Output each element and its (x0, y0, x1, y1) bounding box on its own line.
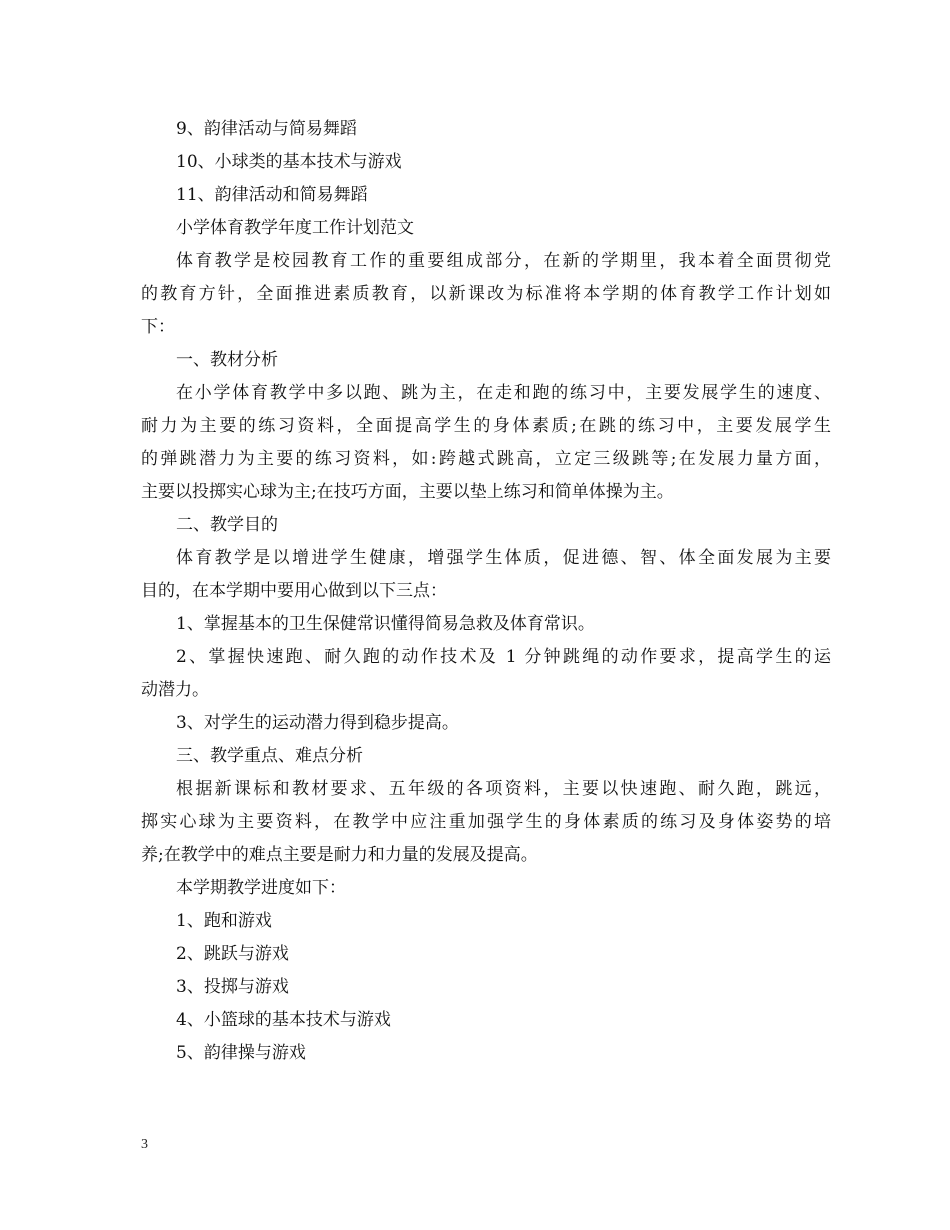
paragraph-line: 下： (141, 317, 175, 337)
paragraph-line: 耐力为主要的练习资料，全面提高学生的身体素质;在跳的练习中，主要发展学生 (141, 416, 831, 436)
paragraph-line: 的弹跳潜力为主要的练习资料，如:跨越式跳高，立定三级跳等;在发展力量方面， (141, 449, 831, 469)
paragraph-line: 主要以投掷实心球为主;在技巧方面，主要以垫上练习和简单体操为主。 (141, 482, 674, 502)
list-item: 2、跳跃与游戏 (176, 944, 289, 964)
list-item: 5、韵律操与游戏 (176, 1043, 306, 1063)
paragraph-line: 在小学体育教学中多以跑、跳为主，在走和跑的练习中，主要发展学生的速度、 (176, 383, 831, 403)
paragraph-line: 本学期教学进度如下： (176, 878, 346, 898)
page-number: 3 (141, 1137, 148, 1152)
paragraph-line: 体育教学是校园教育工作的重要组成部分，在新的学期里，我本着全面贯彻党 (176, 251, 831, 271)
section-heading: 一、教材分析 (176, 350, 278, 370)
paragraph-line: 动潜力。 (141, 680, 209, 700)
list-item: 3、对学生的运动潜力得到稳步提高。 (176, 713, 459, 733)
document-body (141, 113, 831, 1070)
section-heading: 二、教学目的 (176, 515, 278, 535)
list-item: 2、掌握快速跑、耐久跑的动作技术及 1 分钟跳绳的动作要求，提高学生的运 (176, 647, 831, 667)
section-heading: 三、教学重点、难点分析 (176, 746, 363, 766)
paragraph-line: 掷实心球为主要资料，在教学中应注重加强学生的身体素质的练习及身体姿势的培 (141, 812, 831, 832)
list-item: 3、投掷与游戏 (176, 977, 289, 997)
list-item: 1、掌握基本的卫生保健常识懂得简易急救及体育常识。 (176, 614, 595, 634)
list-item: 9、韵律活动与简易舞蹈 (176, 119, 357, 139)
list-item: 4、小篮球的基本技术与游戏 (176, 1010, 391, 1030)
list-item: 10、小球类的基本技术与游戏 (176, 152, 402, 172)
paragraph-line: 体育教学是以增进学生健康，增强学生体质，促进德、智、体全面发展为主要 (176, 548, 831, 568)
paragraph-line: 的教育方针，全面推进素质教育，以新课改为标准将本学期的体育教学工作计划如 (141, 284, 831, 304)
paragraph-line: 养;在教学中的难点主要是耐力和力量的发展及提高。 (141, 845, 538, 865)
list-item: 1、跑和游戏 (176, 911, 272, 931)
list-item: 11、韵律活动和简易舞蹈 (176, 185, 368, 205)
document-title: 小学体育教学年度工作计划范文 (176, 218, 414, 238)
paragraph-line: 目的，在本学期中要用心做到以下三点： (141, 581, 447, 601)
paragraph-line: 根据新课标和教材要求、五年级的各项资料，主要以快速跑、耐久跑，跳远， (176, 779, 831, 799)
